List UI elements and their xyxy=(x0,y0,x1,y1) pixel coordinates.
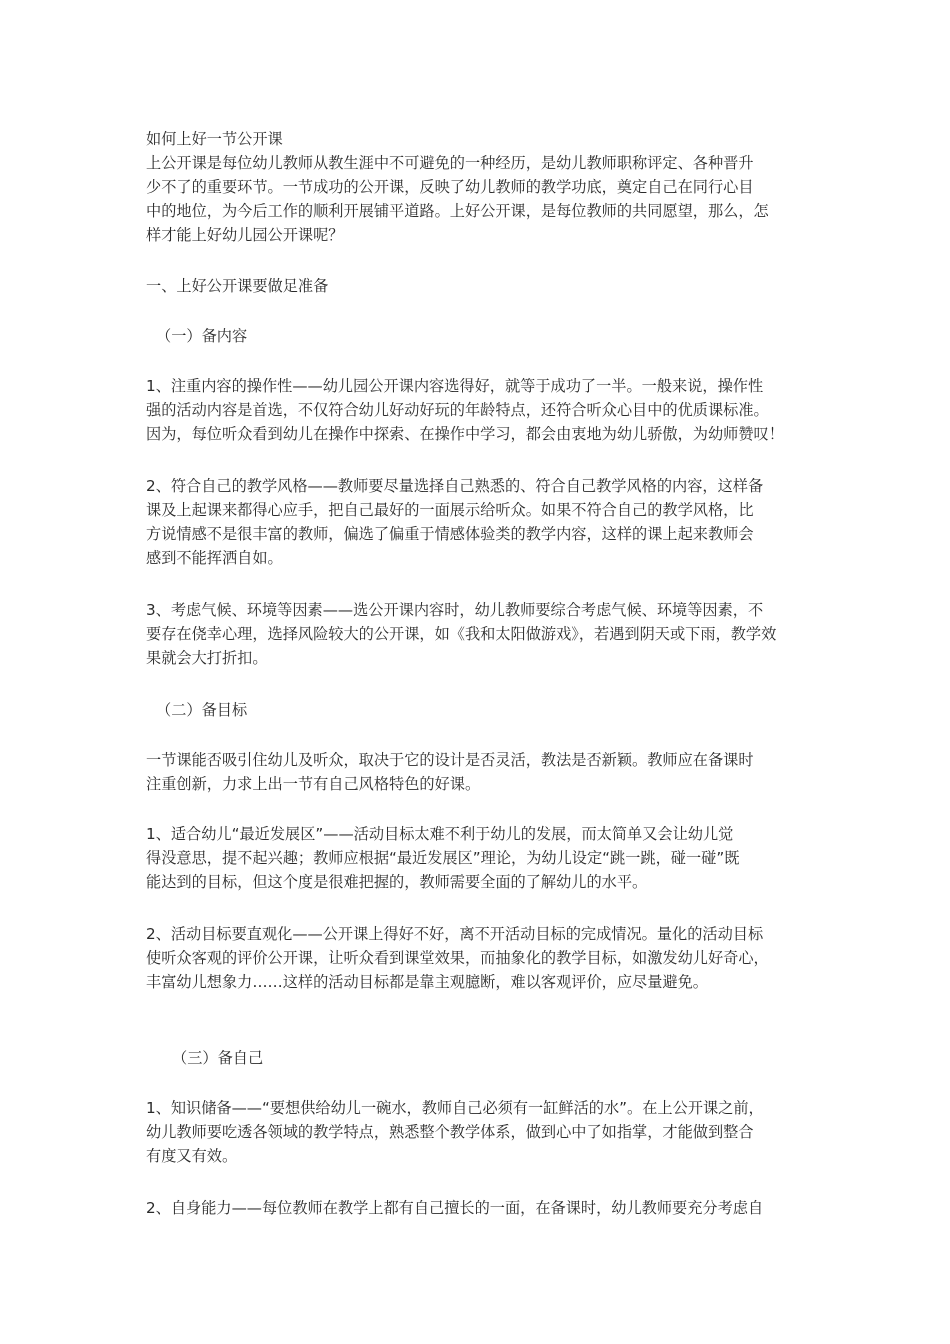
paragraph-line: 感到不能挥洒自如。 xyxy=(146,549,283,567)
paragraph-line: 得没意思，提不起兴趣；教师应根据“最近发展区”理论，为幼儿设定“跳一跳，碰一碰”既 xyxy=(146,849,740,867)
paragraph-line: 2、符合自己的教学风格——教师要尽量选择自己熟悉的、符合自己教学风格的内容，这样备 xyxy=(146,477,764,495)
intro-line: 中的地位，为今后工作的顺利开展铺平道路。上好公开课，是每位教师的共同愿望，那么，怎 xyxy=(146,202,769,220)
subsection-heading: （一）备内容 xyxy=(156,327,248,345)
paragraph-line: 1、注重内容的操作性——幼儿园公开课内容选得好，就等于成功了一半。一般来说，操作性 xyxy=(146,377,764,395)
paragraph-line: 课及上起课来都得心应手，把自己最好的一面展示给听众。如果不符合自己的教学风格，比 xyxy=(146,501,754,519)
intro-line: 少不了的重要环节。一节成功的公开课，反映了幼儿教师的教学功底，奠定自己在同行心目 xyxy=(146,178,754,196)
paragraph-line: 2、活动目标要直观化——公开课上得好不好，离不开活动目标的完成情况。量化的活动目标 xyxy=(146,925,764,943)
paragraph-line: 幼儿教师要吃透各领域的教学特点，熟悉整个教学体系，做到心中了如指掌，才能做到整合 xyxy=(146,1123,754,1141)
intro-line: 上公开课是每位幼儿教师从教生涯中不可避免的一种经历，是幼儿教师职称评定、各种晋升 xyxy=(146,154,754,172)
paragraph-line: 果就会大打折扣。 xyxy=(146,649,268,667)
paragraph-line: 有度又有效。 xyxy=(146,1147,238,1165)
document-title: 如何上好一节公开课 xyxy=(146,130,283,148)
paragraph-line: 丰富幼儿想象力……这样的活动目标都是靠主观臆断，难以客观评价，应尽量避免。 xyxy=(146,973,708,991)
paragraph-line: 要存在侥幸心理，选择风险较大的公开课，如《我和太阳做游戏》，若遇到阴天或下雨，教学效 xyxy=(146,625,777,643)
paragraph-line: 2、自身能力——每位教师在教学上都有自己擅长的一面，在备课时，幼儿教师要充分考虑自 xyxy=(146,1199,764,1217)
paragraph-line: 3、考虑气候、环境等因素——选公开课内容时，幼儿教师要综合考虑气候、环境等因素，不 xyxy=(146,601,764,619)
paragraph-line: 一节课能否吸引住幼儿及听众，取决于它的设计是否灵活，教法是否新颖。教师应在备课时 xyxy=(146,751,754,769)
paragraph-line: 方说情感不是很丰富的教师，偏选了偏重于情感体验类的教学内容，这样的课上起来教师会 xyxy=(146,525,754,543)
paragraph-line: 注重创新，力求上出一节有自己风格特色的好课。 xyxy=(146,775,481,793)
paragraph-line: 1、知识储备——“要想供给幼儿一碗水，教师自己必须有一缸鲜活的水”。在上公开课之前， xyxy=(146,1099,764,1117)
intro-line: 样才能上好幼儿园公开课呢？ xyxy=(146,226,344,244)
paragraph-line: 使听众客观的评价公开课，让听众看到课堂效果，而抽象化的教学目标，如激发幼儿好奇心， xyxy=(146,949,769,967)
paragraph-line: 因为，每位听众看到幼儿在操作中探索、在操作中学习，都会由衷地为幼儿骄傲，为幼师赞叹！ xyxy=(146,425,784,443)
subsection-heading: （二）备目标 xyxy=(156,701,248,719)
subsection-heading: （三）备自己 xyxy=(172,1049,264,1067)
paragraph-line: 能达到的目标，但这个度是很难把握的，教师需要全面的了解幼儿的水平。 xyxy=(146,873,648,891)
section-heading: 一、上好公开课要做足准备 xyxy=(146,277,329,295)
paragraph-line: 强的活动内容是首选，不仅符合幼儿好动好玩的年龄特点，还符合听众心目中的优质课标准。 xyxy=(146,401,769,419)
paragraph-line: 1、适合幼儿“最近发展区”——活动目标太难不利于幼儿的发展，而太简单又会让幼儿觉 xyxy=(146,825,734,843)
